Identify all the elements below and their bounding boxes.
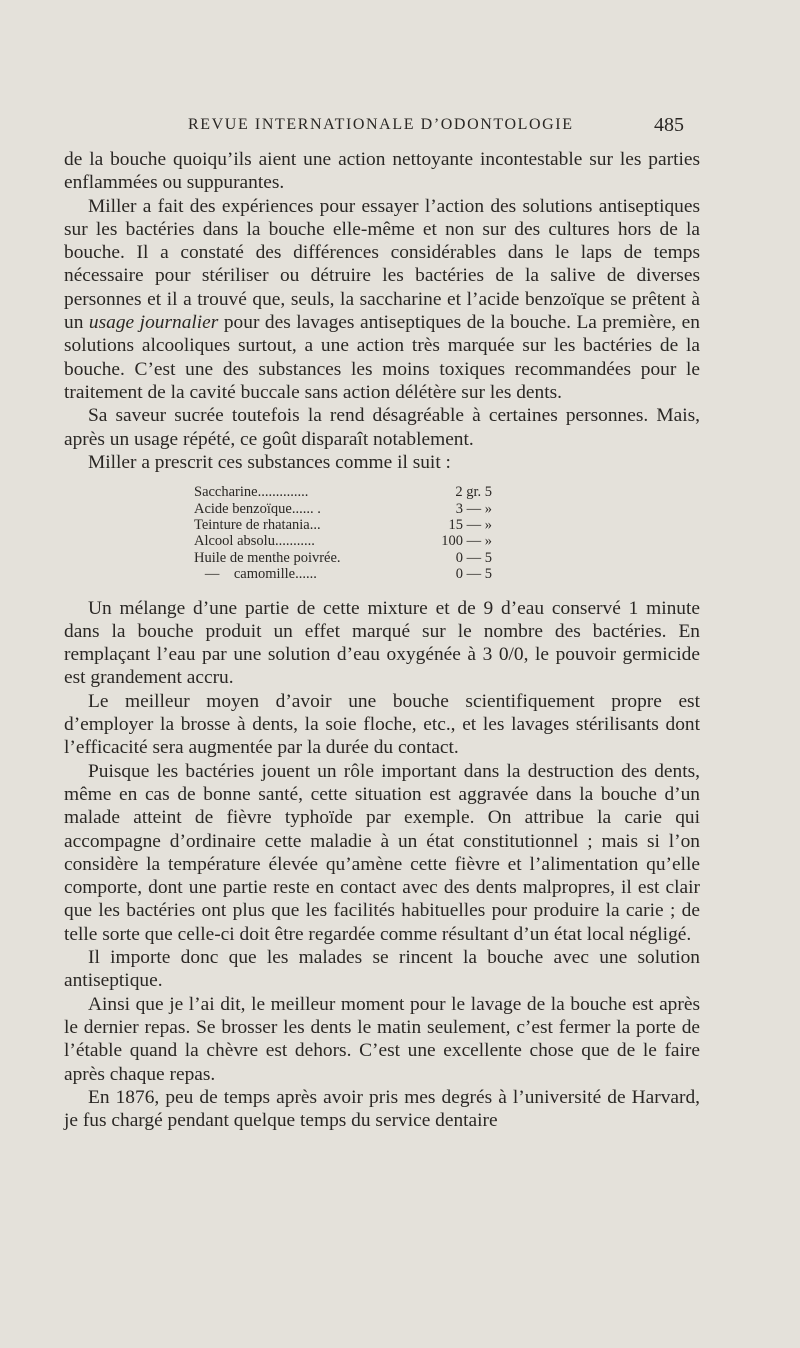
recipe-row <box>194 566 494 582</box>
paragraph: Miller a prescrit ces substances comme il suit : <box>88 451 451 473</box>
recipe-row <box>194 501 494 517</box>
ingredient-name: — camomille...... <box>194 566 317 583</box>
recipe-list <box>194 484 494 582</box>
ingredient-dose: 100 — » <box>441 533 492 550</box>
ingredient-dose: 15 — » <box>448 516 492 533</box>
paragraph: En 1876, peu de temps après avoir pris mes degrés à l’université de Harvard, je fus chargé pendant quelque temps du service dentaire <box>64 1086 700 1132</box>
ingredient-name: Acide benzoïque...... . <box>194 500 321 517</box>
paragraph: Sa saveur sucrée toutefois la rend désagréable à certaines personnes. Mais, après un usage répété, ce goût disparaît notablement. <box>64 405 700 450</box>
ingredient-dose: 3 — » <box>455 500 492 517</box>
ingredient-name: Huile de menthe poivrée. <box>194 549 341 566</box>
running-header <box>0 116 800 140</box>
emphasis: usage journalier <box>88 312 219 334</box>
ingredient-name: Saccharine.............. <box>194 484 309 501</box>
recipe-row <box>194 517 494 533</box>
paragraph: Le meilleur moyen d’avoir une bouche scientifiquement propre est d’employer la brosse à dents, la soie floche, etc., et les lavages stérilisants dont l’efficacité sera augmentée par la durée du contact. <box>64 690 700 759</box>
ingredient-dose: 0 — 5 <box>455 566 492 583</box>
recipe-row <box>194 533 494 549</box>
body-text <box>64 148 700 1132</box>
ingredient-name: Alcool absolu........... <box>194 533 315 550</box>
paragraph: de la bouche quoiqu’ils aient une action nettoyante incontestable sur les parties enflammées ou suppurantes. <box>64 149 700 194</box>
page-number: 485 <box>654 114 684 136</box>
paragraph: Un mélange d’une partie de cette mixture et de 9 d’eau conservé 1 minute dans la bouche produit un effet marqué sur le nombre des bactéries. En remplaçant l’eau par une solution d’eau oxygénée à 3 0/0, le pouvoir germicide est grandement accru. <box>64 597 700 689</box>
paragraph: Puisque les bactéries jouent un rôle important dans la destruction des dents, même en cas de bonne santé, cette situation est aggravée dans la bouche d’un malade atteint de fièvre typhoïde par exemple. On attribue la carie qui accompagne d’ordinaire cette maladie à un état constitutionnel ; mais si l’on considère la température élevée qu’amène cette fièvre et l’alimentation qu’elle comporte, dont une partie reste en contact avec des dents malpropres, il est clair que les bactéries ont plus que les facilités habituelles pour produire la carie ; de telle sorte que celle-ci doit être regardée comme résultant d’un état local négligé. <box>64 760 700 945</box>
paragraph-text: pour des lavages antiseptiques de la bouche. La première, en solutions alcooliques surtout, a une action très marquée sur les bactéries de la bouche. C’est une des substances les moins toxiques recommandées pour le traitement de la cavité buccale sans action délétère sur les dents. <box>64 312 700 403</box>
recipe-row <box>194 550 494 566</box>
recipe-row <box>194 484 494 500</box>
paragraph: Il importe donc que les malades se rincent la bouche avec une solution antiseptique. <box>64 947 700 992</box>
paragraph <box>64 195 700 405</box>
paragraph: Ainsi que je l’ai dit, le meilleur moment pour le lavage de la bouche est après le dernier repas. Se brosser les dents le matin seulement, c’est fermer la porte de l’étable quand la chèvre est dehors. C’est une excellente chose que de le faire après chaque repas. <box>64 993 700 1085</box>
ingredient-name: Teinture de rhatania... <box>194 516 321 533</box>
paragraph-text: Miller a fait des expériences pour essayer l’action des solutions antiseptiques sur les bactéries dans la bouche elle-même et non sur des cultures hors de la bouche. Il a constaté des différences considérables dans le laps de temps nécessaire pour stériliser ou détruire les bactéries de la salive de diverses personnes et il a trouvé que, seuls, la saccharine et l’acide benzoïque se prêtent à un <box>64 195 700 334</box>
journal-title: REVUE INTERNATIONALE D’ODONTOLOGIE <box>188 116 574 133</box>
ingredient-dose: 0 — 5 <box>455 549 492 566</box>
ingredient-dose: 2 gr. 5 <box>455 484 492 501</box>
